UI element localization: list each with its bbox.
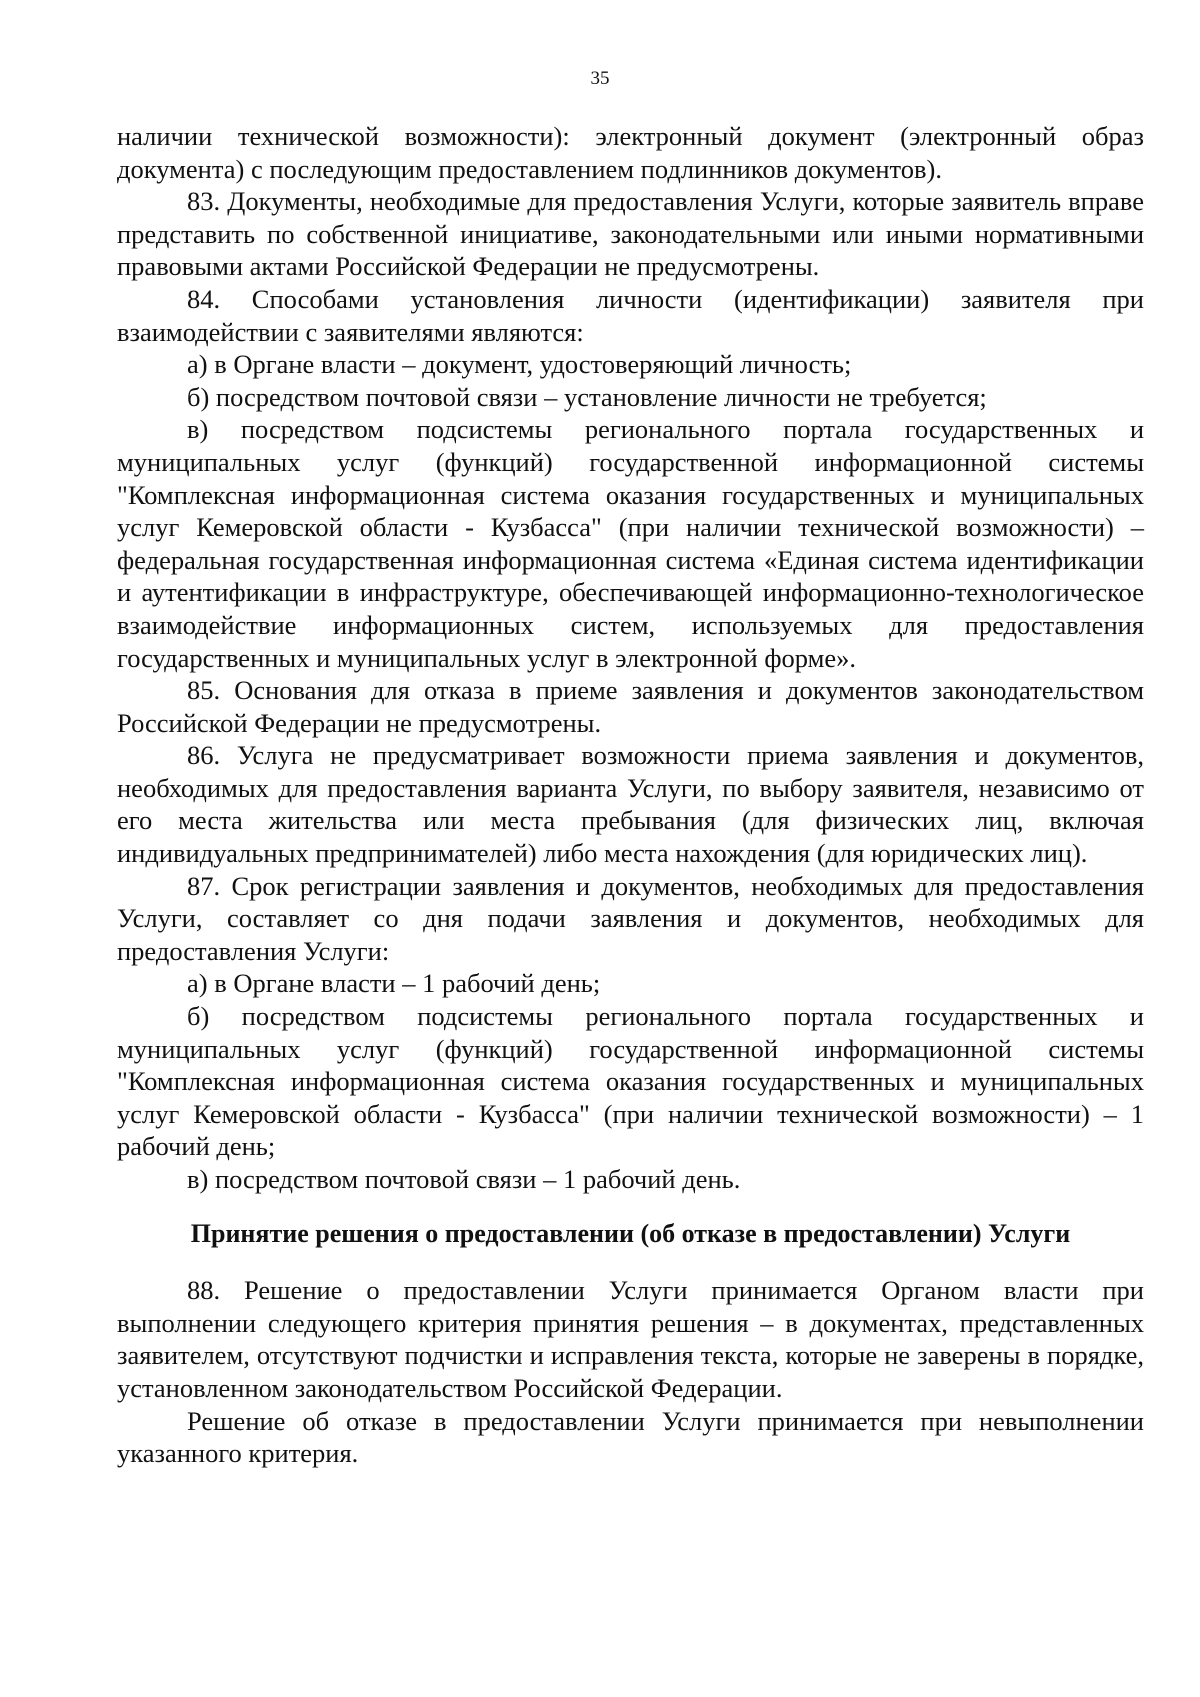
paragraph-84-v: в) посредством подсистемы регионального портала государственных и муниципальных услуг (функций) государственной информационной системы "Комплексная информационная система оказания государственных и муниципальных услуг Кемеровской области - Кузбасса" (при наличии технической возможности) – федеральная государственная информационная система «Единая система идентификации и аутентификации в инфраструктуре, обеспечивающей информационно-технологическое взаимодействие информационных систем, используемых для предоставления государственных и муниципальных услуг в электронной форме». [117,414,1144,673]
paragraph-continuation: наличии технической возможности): электронный документ (электронный образ документа) с последующим предоставлением подлинников документов). [117,121,1144,184]
document-body [117,120,1144,1470]
paragraph-85: 85. Основания для отказа в приеме заявления и документов законодательством Российской Федерации не предусмотрены. [117,675,1144,738]
paragraph-88: 88. Решение о предоставлении Услуги принимается Органом власти при выполнении следующего критерия принятия решения – в документах, представленных заявителем, отсутствуют подчистки и исправления текста, которые не заверены в порядке, установленном законодательством Российской Федерации. [117,1275,1144,1403]
paragraph-87: 87. Срок регистрации заявления и документов, необходимых для предоставления Услуги, составляет со дня подачи заявления и документов, необходимых для предоставления Услуги: [117,870,1144,966]
paragraph-refusal: Решение об отказе в предоставлении Услуги принимается при невыполнении указанного критерия. [117,1405,1144,1469]
paragraph-86: 86. Услуга не предусматривает возможности приема заявления и документов, необходимых для предоставления варианта Услуги, по выбору заявителя, независимо от его места жительства или места пребывания (для физических лиц, включая индивидуальных предпринимателей) либо места нахождения (для юридических лиц). [117,740,1144,869]
paragraph-87-b: б) посредством подсистемы регионального портала государственных и муниципальных услуг (функций) государственной информационной системы "Комплексная информационная система оказания государственных и муниципальных услуг Кемеровской области - Кузбасса" (при наличии технической возможности) – 1 рабочий день; [117,1001,1144,1162]
paragraph-83: 83. Документы, необходимые для предоставления Услуги, которые заявитель вправе представить по собственной инициативе, законодательными или иными нормативными правовыми актами Российской Федерации не предусмотрены. [117,186,1144,282]
page-number: 35 [590,68,610,89]
paragraph-87-v: в) посредством почтовой связи – 1 рабочий день. [187,1164,741,1194]
paragraph-87-a: а) в Органе власти – 1 рабочий день; [187,968,601,999]
paragraph-84-a: а) в Органе власти – документ, удостоверяющий личность; [187,349,852,380]
paragraph-84: 84. Способами установления личности (идентификации) заявителя при взаимодействии с заявителями являются: [117,283,1144,347]
paragraph-84-b: б) посредством почтовой связи – установление личности не требуется; [187,381,987,412]
section-heading: Принятие решения о предоставлении (об отказе в предоставлении) Услуги [190,1218,1071,1248]
